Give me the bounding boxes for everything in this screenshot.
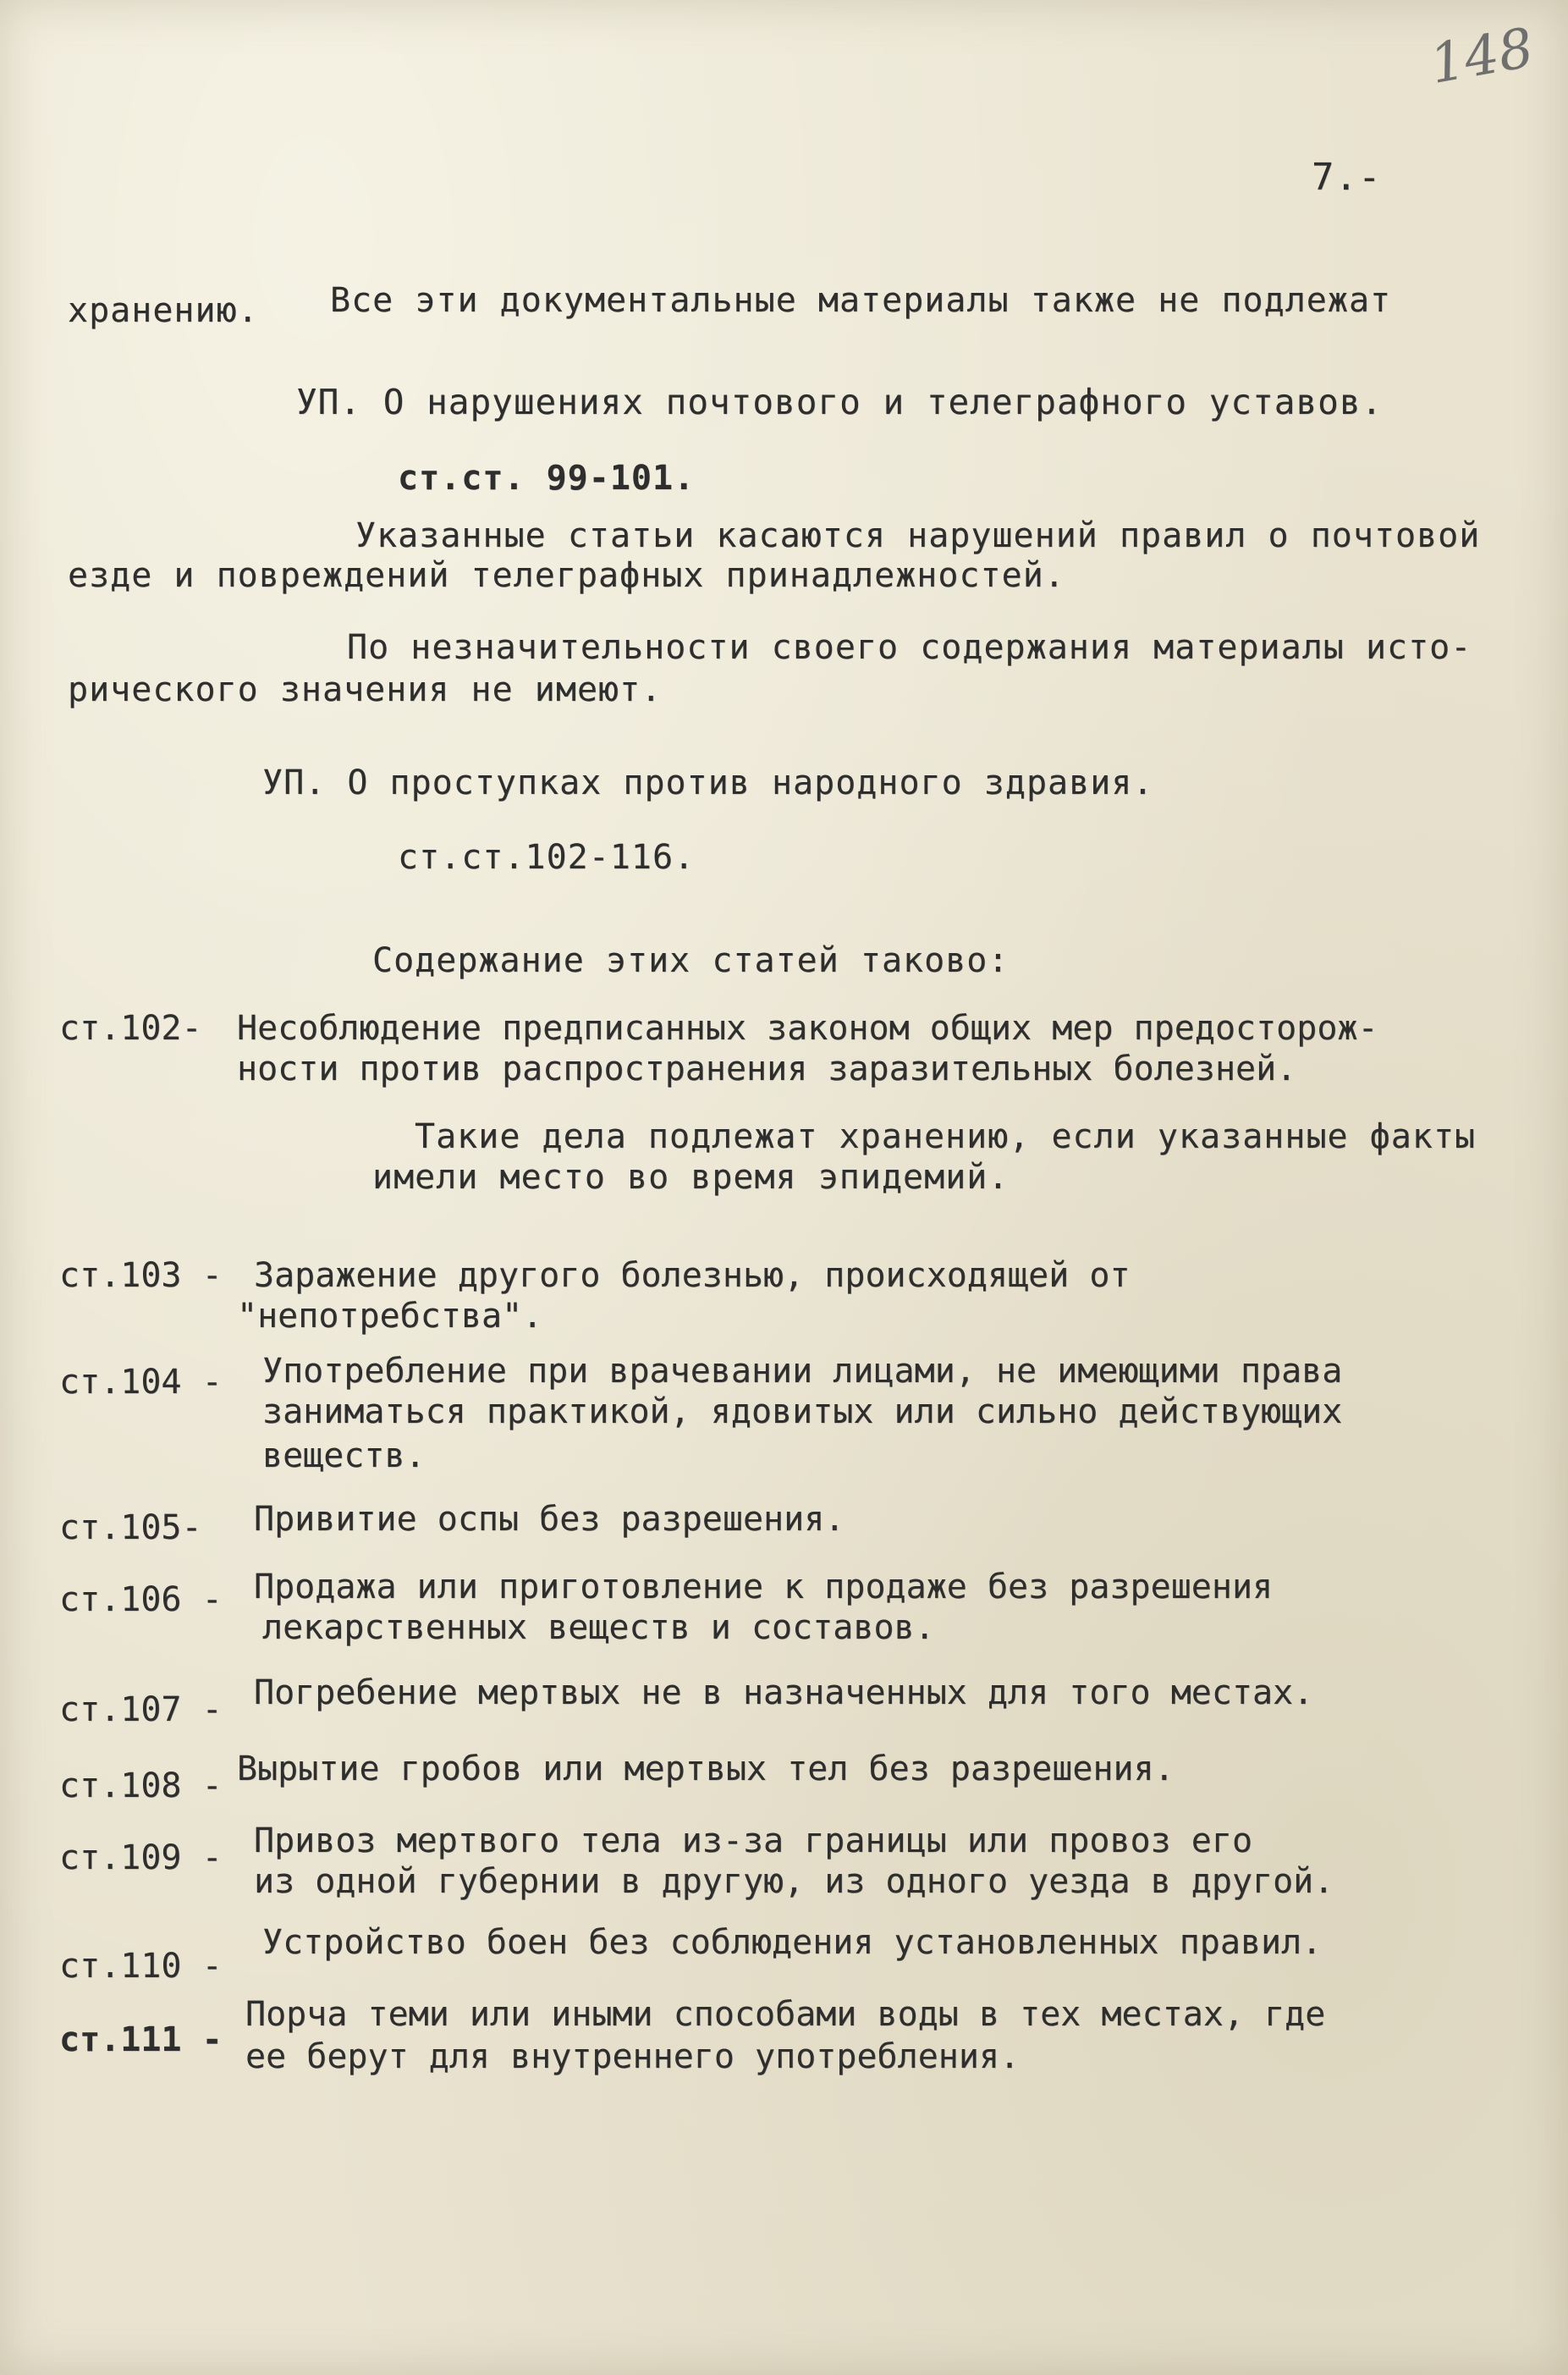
article-text-line: Порча теми или иными способами воды в тех местах, где bbox=[245, 1995, 1326, 2034]
article-text-line: Продажа или приготовление к продаже без разрешения bbox=[254, 1568, 1274, 1606]
archive-folio-mark: 148 bbox=[1425, 16, 1538, 97]
section-6-para1-line1: Указанные статьи касаются нарушений правил о почтовой bbox=[355, 516, 1481, 555]
section-6-articles: ст.ст. 99-101. bbox=[398, 459, 696, 498]
page-number: 7.- bbox=[1312, 156, 1382, 199]
article-text-line: Устройство боен без соблюдения установленных правил. bbox=[262, 1923, 1323, 1962]
section-6-para2-line2: рического значения не имеют. bbox=[68, 670, 663, 709]
article-text-line: Привоз мертвого тела из-за границы или провоз его bbox=[254, 1821, 1253, 1860]
article-number: ст.111 - bbox=[59, 2020, 223, 2059]
article-number: ст.109 - bbox=[59, 1838, 223, 1877]
article-text-line: заниматься практикой, ядовитых или сильно действующих bbox=[262, 1392, 1343, 1431]
section-6-heading: УП. О нарушениях почтового и телеграфного уставов. bbox=[296, 382, 1384, 422]
section-6-para2-line1: По незначительности своего содержания материалы исто- bbox=[347, 628, 1472, 667]
article-text-line: веществ. bbox=[262, 1436, 426, 1475]
article-number: ст.102- bbox=[59, 1009, 202, 1048]
article-text-line: "непотребства". bbox=[237, 1297, 543, 1336]
article-text-line: из одной губернии в другую, из одного уезда в другой. bbox=[254, 1862, 1334, 1901]
section-6-para1-line2: езде и повреждений телеграфных принадлежностей. bbox=[68, 556, 1065, 595]
article-text-line: Вырытие гробов или мертвых тел без разрешения. bbox=[237, 1750, 1175, 1788]
article-number: ст.103 - bbox=[59, 1256, 223, 1295]
article-number: ст.106 - bbox=[59, 1580, 223, 1619]
intro-line-1: Все эти документальные материалы также не подлежат bbox=[330, 281, 1392, 320]
article-text-line: Привитие оспы без разрешения. bbox=[254, 1500, 845, 1539]
article-text-line: ее берут для внутреннего употребления. bbox=[245, 2037, 1021, 2076]
article-102-note-line-1: Такие дела подлежат хранению, если указанные факты bbox=[415, 1117, 1477, 1156]
section-7-intro: Содержание этих статей таково: bbox=[372, 941, 1010, 980]
section-7-articles: ст.ст.102-116. bbox=[398, 838, 696, 877]
article-text-line: ности против распространения заразительных болезней. bbox=[237, 1050, 1297, 1088]
article-text-line: Заражение другого болезнью, происходящей от bbox=[254, 1256, 1131, 1295]
article-number: ст.105- bbox=[59, 1508, 202, 1547]
article-text-line: Несоблюдение предписанных законом общих мер предосторож- bbox=[237, 1009, 1378, 1048]
article-102-note-line-2: имели место во время эпидемий. bbox=[372, 1158, 1010, 1197]
article-text-line: лекарственных веществ и составов. bbox=[262, 1608, 935, 1647]
article-number: ст.107 - bbox=[59, 1690, 223, 1729]
article-text-line: Погребение мертвых не в назначенных для того местах. bbox=[254, 1673, 1314, 1712]
intro-line-2: хранению. bbox=[68, 291, 259, 330]
section-7-heading: УП. О проступках против народного здравия. bbox=[262, 763, 1154, 802]
article-number: ст.108 - bbox=[59, 1766, 223, 1805]
article-number: ст.110 - bbox=[59, 1947, 223, 1986]
article-number: ст.104 - bbox=[59, 1363, 223, 1402]
article-text-line: Употребление при врачевании лицами, не имеющими права bbox=[262, 1352, 1343, 1391]
